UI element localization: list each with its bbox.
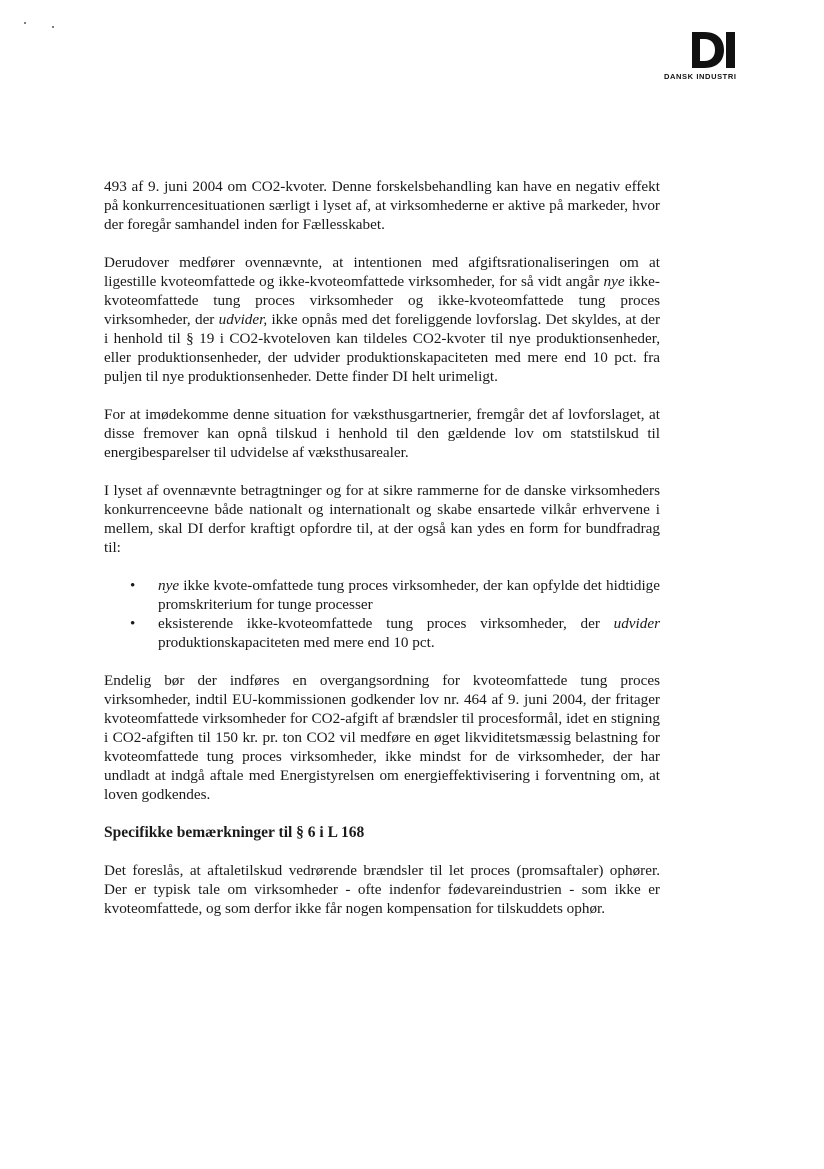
bullet-icon: • bbox=[130, 577, 136, 594]
list-item bbox=[104, 576, 660, 614]
section-heading: Specifikke bemærkninger til § 6 i L 168 bbox=[104, 824, 365, 841]
paragraph-6: Det foreslås, at aftaletilskud vedrørende brændsler til let proces (promsaftaler) ophører. Der er typisk tale om virksomheder - ofte indenfor fødevareindustrien - som ikke er kvoteomfattede, og som derfor ikke får nogen kompensation for tilskuddets ophør. bbox=[104, 862, 660, 917]
paragraph-4: I lyset af ovennævnte betragtninger og for at sikre rammerne for de danske virksomheders konkurrenceevne både nationalt og internationalt og skabe ensartede vilkår erhvervene i mellem, skal DI derfor kraftigt opfordre til, at der også kan ydes en form for bundfradrag til: bbox=[104, 482, 660, 556]
text-run: eksisterende ikke-kvoteomfattede tung proces virksomheder, der bbox=[158, 615, 614, 632]
paragraph-1: 493 af 9. juni 2004 om CO2-kvoter. Denne forskelsbehandling kan have en negativ effekt på konkurrencesituationen særligt i lyset af, at virksomhederne er aktive på markeder, hvor der foregår samhandel inden for Fællesskabet. bbox=[104, 178, 660, 233]
text-run: Derudover medfører ovennævnte, at intentionen med afgiftsrationaliseringen om at ligestille kvoteomfattede og ikke-kvoteomfattede virksomheder, for så vidt angår bbox=[104, 254, 660, 290]
scan-specks bbox=[24, 22, 64, 32]
emphasis: nye bbox=[158, 577, 180, 594]
text-run: ikke kvote-omfattede tung proces virksomheder, der kan opfylde det hidtidige promskriterium for tunge processer bbox=[158, 577, 660, 613]
speck bbox=[24, 22, 26, 24]
di-logo-mark bbox=[692, 32, 736, 68]
emphasis: udvider bbox=[613, 615, 660, 632]
bullet-icon: • bbox=[130, 615, 136, 632]
paragraph-5: Endelig bør der indføres en overgangsordning for kvoteomfattede tung proces virksomheder, indtil EU-kommissionen godkender lov nr. 464 af 9. juni 2004, der fritager kvoteomfattede virksomheder for CO2-afgift af brændsler til procesformål, idet en stigning i CO2-afgiften til 150 kr. pr. ton CO2 vil medføre en øget likviditetsmæssig belastning for kvoteomfattede tung proces virksomheder, ikke mindst for de virksomheder, der har undladt at indgå aftale med Energistyrelsen om energieffektivisering i forventning om, at loven godkendes. bbox=[104, 672, 660, 803]
bullet-list bbox=[104, 576, 660, 652]
list-item bbox=[104, 614, 660, 652]
emphasis: udvider, bbox=[218, 311, 268, 328]
text-run: ikke-kvoteomfattede tung proces virksomheder og ikke-kvoteomfattede tung proces virksomheder, der bbox=[104, 273, 660, 328]
paragraph-3: For at imødekomme denne situation for væksthusgartnerier, fremgår det af lovforslaget, at disse fremover kan opnå tilskud i henhold til den gældende lov om statstilskud til energibesparelser til udvidelse af væksthusarealer. bbox=[104, 406, 660, 461]
di-logo bbox=[664, 32, 764, 81]
logo-text: DANSK INDUSTRI bbox=[664, 72, 737, 81]
text-run: ikke opnås med det foreliggende lovforslag. Det skyldes, at der i henhold til § 19 i CO2-kvoteloven kan tildeles CO2-kvoter til nye produktionsenheder, eller produktionsenheder, der udvider produktionskapaciteten med mere end 10 pct. fra puljen til nye produktionsenheder. Dette finder DI helt urimeligt. bbox=[104, 311, 661, 385]
letter-body bbox=[104, 177, 660, 937]
speck bbox=[52, 26, 54, 28]
text-run: produktionskapaciteten med mere end 10 pct. bbox=[158, 634, 435, 651]
emphasis: nye bbox=[603, 273, 625, 290]
paragraph-2 bbox=[104, 253, 660, 386]
